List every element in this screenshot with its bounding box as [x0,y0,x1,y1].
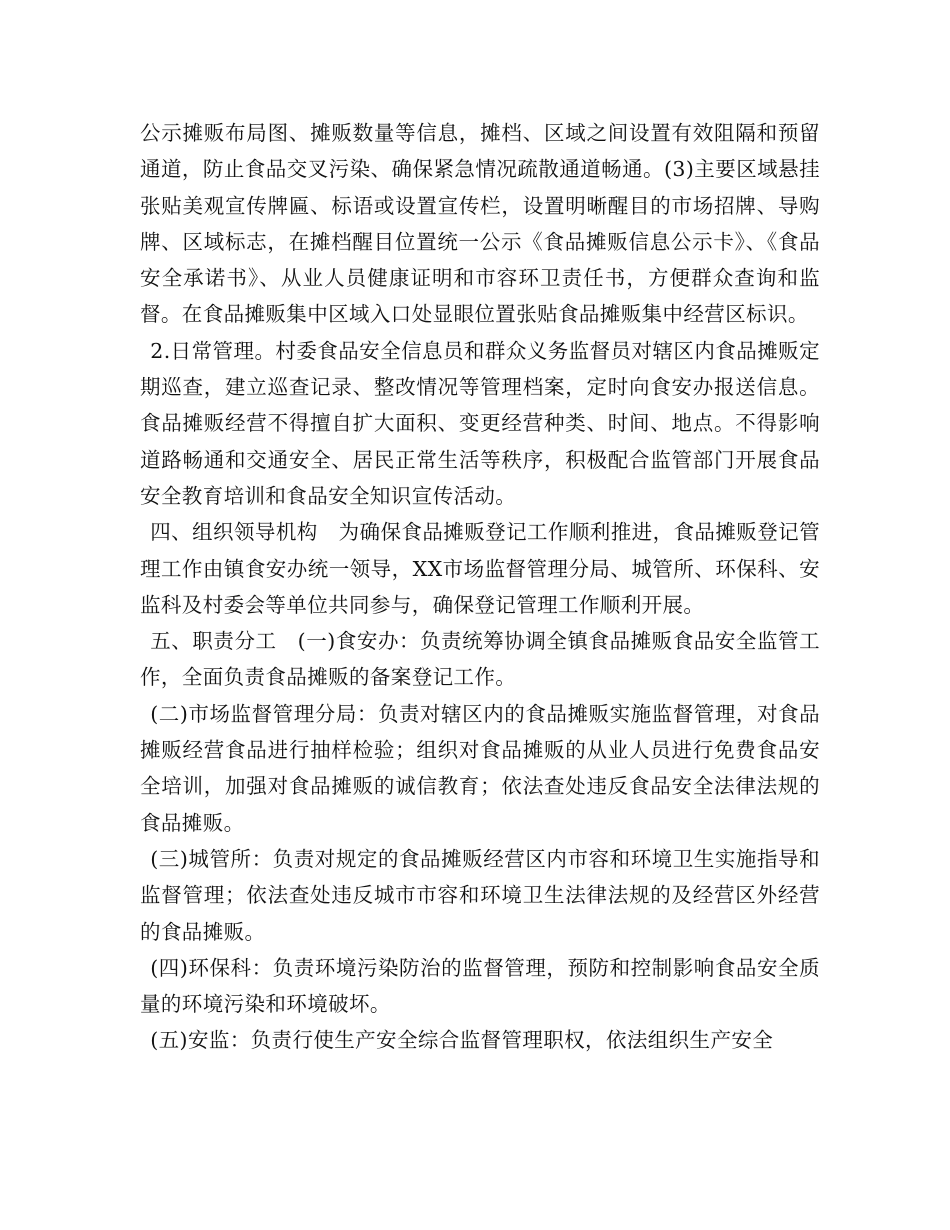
paragraph-duty-division: 五、职责分工 (一)食安办：负责统筹协调全镇食品摊贩食品安全监管工作，全面负责食品摊贩的备案登记工作。 [140,629,820,690]
paragraph-organization-leadership: 四、组织领导机构 为确保食品摊贩登记工作顺利推进，食品摊贩登记管理工作由镇食安办统一领导，XX市场监督管理分局、城管所、环保科、安监科及村委会等单位共同参与，确保登记管理工作顺利开展。 [140,520,820,617]
paragraph-daily-management: 2.日常管理。村委食品安全信息员和群众义务监督员对辖区内食品摊贩定期巡查，建立巡查记录、整改情况等管理档案，定时向食安办报送信息。食品摊贩经营不得擅自扩大面积、变更经营种类、时间、地点。不得影响道路畅通和交通安全、居民正常生活等秩序，积极配合监管部门开展食品安全教育培训和食品安全知识宣传活动。 [140,338,820,508]
paragraph-safety-supervision: (五)安监：负责行使生产安全综合监督管理职权，依法组织生产安全 [150,1028,774,1053]
paragraph-stall-layout: 公示摊贩布局图、摊贩数量等信息，摊档、区域之间设置有效阻隔和预留通道，防止食品交叉污染、确保紧急情况疏散通道畅通。(3)主要区域悬挂张贴美观宣传牌匾、标语或设置宣传栏，设置明晰醒目的市场招牌、导购牌、区域标志，在摊档醒目位置统一公示《食品摊贩信息公示卡》、《食品安全承诺书》、从业人员健康证明和市容环卫责任书，方便群众查询和监督。在食品摊贩集中区域入口处显眼位置张贴食品摊贩集中经营区标识。 [140,121,820,327]
paragraph-market-supervision: (二)市场监督管理分局：负责对辖区内的食品摊贩实施监督管理，对食品摊贩经营食品进行抽样检验；组织对食品摊贩的从业人员进行免费食品安全培训，加强对食品摊贩的诚信教育；依法查处违反食品安全法律法规的食品摊贩。 [140,701,820,835]
paragraph-environmental-protection: (四)环保科：负责环境污染防治的监督管理，预防和控制影响食品安全质量的环境污染和环境破坏。 [140,955,820,1017]
document-body [140,115,820,1059]
paragraph-urban-management: (三)城管所：负责对规定的食品摊贩经营区内市容和环境卫生实施指导和监督管理；依法查处违反城市市容和环境卫生法律法规的及经营区外经营的食品摊贩。 [140,846,820,944]
